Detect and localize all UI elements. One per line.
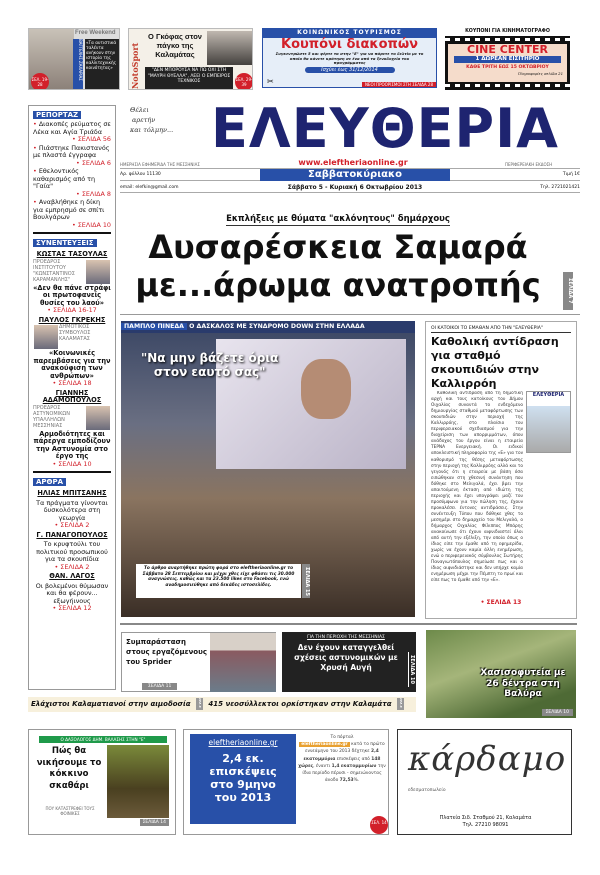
report-text: Αναβλήθηκε η δίκη για εμπρησμό σε σπίτι Βουλγάρων [33, 198, 105, 221]
quote-line: στον εαυτό σας" [153, 365, 266, 379]
ticker-item[interactable]: Ελάχιστοι Καλαματιανοί στην αιμοδοσία [31, 700, 191, 708]
reports-label: ΡΕΠΟΡΤΑΖ [33, 111, 81, 119]
date-row [120, 183, 580, 193]
thumbnail-logo: ΕΛΕΥΘΕΡΙΑ [532, 392, 565, 398]
interview-item[interactable] [33, 317, 111, 388]
report-item[interactable] [33, 121, 111, 144]
film-perforation-bottom [445, 84, 570, 87]
article-title: Τα πράγματα γίνονται δυσκολότερα στη γεωργία [36, 498, 108, 522]
interview-page: • ΣΕΛΙΔΑ 10 [52, 459, 92, 468]
article-author: Γ. ΠΑΝΑΓΟΠΟΥΛΟΣ [36, 530, 108, 539]
interview-page: • ΣΕΛΙΔΑ 18 [52, 379, 92, 387]
notosport-ad[interactable] [128, 28, 253, 90]
interview-name: ΚΩΣΤΑΣ ΤΑΣΟΥΛΑΣ [36, 250, 108, 258]
interviewee-photo [86, 260, 110, 284]
email[interactable]: email: elefkin@gmail.com [120, 185, 179, 190]
report-page: • ΣΕΛΙΔΑ 10 [71, 220, 111, 229]
teaser-kicker: ΓΙΑ ΤΗΝ ΠΕΡΙΟΧΗ ΤΗΣ ΜΕΣΣΗΝΙΑΣ [307, 635, 385, 640]
teaser-golden-dawn[interactable] [282, 632, 416, 692]
news-ticker [28, 697, 416, 712]
social-tourism-coupon[interactable] [262, 28, 437, 88]
interview-quote: «Κοινωνικές παρεμβάσεις για την ανακούφιση των ανθρώπων» [33, 349, 111, 380]
free-weekend-page: ΣΕΛ. 19-28 [31, 73, 49, 90]
free-weekend-quote: «Τα αυτιστικά ταλέντα ανήκουν στην ιστορία της καλλιτεχνικής κοινότητας» [85, 39, 120, 89]
interview-page: • ΣΕΛΙΔΑ 16-17 [47, 306, 97, 314]
report-page: • ΣΕΛΙΔΑ 56 [71, 135, 111, 143]
teaser-page: ΣΕΛΙΔΑ 10 [542, 709, 573, 716]
portal-big-line: επισκέψεις [209, 765, 277, 778]
teaser-title: Συμπαράσταση στους εργαζόμενους του Sprider [126, 638, 207, 666]
free-weekend-name: ΒΑΓΓΕΛΗΣ ΖΑΧΑΡΙΑΣ [73, 39, 83, 89]
kardamo-contact [398, 815, 573, 829]
interviews-label: ΣΥΝΕΝΤΕΥΞΕΙΣ [33, 239, 97, 247]
portal-site[interactable]: eleftheriaonline.gr [208, 738, 278, 747]
portal-banner [190, 734, 296, 824]
lead-headline-line: Δυσαρέσκεια Σαμαρά [148, 228, 528, 266]
photo-story-header [121, 321, 415, 333]
article-page: • ΣΕΛΙΔΑ 2 [54, 521, 90, 529]
report-page: • ΣΕΛΙΔΑ 8 [76, 189, 111, 198]
teaser-page: ΣΕΛΙΔΑ 10 [408, 652, 415, 687]
right-article-body: Καθολική αντίδραση από τη δημοτική αρχή και τους κατοίκους του Δήμου Οιχαλίας συναντά το ενδεχόμενο δημιουργίας σταθμού μεταφόρτωσης των σκουπιδιών στην περιοχή της Καλλιρρόης, στο πλαίσιο του περιφερειακού σχεδιασμού για την διαχείριση των απορριμμάτων, όπου ανάδοχος του έργου είναι η εταιρεία ΤΕΡΝΑ Ενεργειακή. Οι ειδικοί αποκλειστική πληροφορία της «Ε» για τον καθορισμό της θέσης μεταφόρτωσης στην περιοχή της Καλλιρρόης αλλά και το γεγονός ότι η εταιρεία με βάση όσα ειπώθηκαν στη χθεσινή συνάντηση που δόθηκε στο Μελιγαλά, έχει βρει την απαιτούμενη έκταση από ιδιώτη της περιοχής και έχει υπογράψει μαζί του προσύμφωνο για την πώληση της, έχουν προκαλέσει έντονες αντιδράσεις. Στην συνέντευξη Τύπου που δόθηκε χθες το μεσημέρι στο δημαρχείο του Μελιγαλά, ο δήμαρχος Οιχαλίας Φίλιππος Μπάρης ανακοίνωσε ότι έχουν αιφνιδιαστεί όλοι από αυτή την εξέλιξη, την οποία όπως ο ίδιος είπε την έμαθε από τη εφημερίδα, χωρίς να έχουν καμία άλλη ενημέρωση, ενώ ο περιφερειακός σύμβουλος Σωτήρης Παναγιωτόπουλος σημείωσε πως και ο ίδιος αιφνιδιάστηκε και δεν υπήρχε καμία ενημέρωση μέχρι την Πέμπτη το πρωί και είπε πως το έμαθε από την «Ε». [431, 391, 523, 584]
coach-photo [207, 31, 252, 65]
palm-photo [107, 745, 169, 818]
scissors-icon: ✂ [267, 77, 274, 86]
article-item[interactable] [33, 573, 111, 613]
palm-subtitle: ΠΟΥ ΚΑΤΑΣΤΡΕΦΕΙ ΤΟΥΣ ΦΟΙΝΙΚΕΣ [45, 806, 95, 816]
portal-text [298, 734, 386, 784]
portal-page: ΣΕΛ. 14 [370, 816, 388, 834]
edition-banner: Σαββατοκύριακο [260, 169, 450, 181]
portal-big-line: στο 9μηνο [210, 778, 276, 791]
portal-text-bold: 1,4 εκατομμυρίων [331, 763, 377, 769]
article-author: ΘΑΝ. ΛΑΓΟΣ [49, 572, 95, 580]
photo-story[interactable] [121, 321, 415, 617]
issue-number: Αρ. φύλλου 11130 [120, 172, 161, 177]
lead-headline-line: με...άρωμα ανατροπής [135, 266, 541, 304]
interview-quote: «Δεν θα πάνε στράφι οι πρωτοφανείς θυσίες του λαού» [33, 283, 111, 307]
website-url[interactable]: www.eleftheriaonline.gr [298, 158, 408, 167]
ticker-item[interactable]: 415 νεοσύλλεκτοι ορκίστηκαν στην Καλαμάτα [208, 700, 392, 708]
divider [120, 623, 577, 625]
left-note: ΗΜΕΡΗΣΙΑ ΕΦΗΜΕΡΙΔΑ ΤΗΣ ΜΕΣΣΗΝΙΑΣ [120, 162, 200, 167]
photo-story-subtitle: Ο ΔΑΣΚΑΛΟΣ ΜΕ ΣΥΝΔΡΟΜΟ DOWN ΣΤΗΝ ΕΛΛΑΔΑ [189, 323, 365, 330]
right-article-title: Καθολική αντίδραση για σταθμό σκουπιδιών στην Καλλιρρόη [431, 335, 559, 390]
issue-date: Σάββατο 5 - Κυριακή 6 Οκτωβρίου 2013 [287, 184, 423, 191]
kardamo-address: Πλατεία Σιδ. Σταθμού 21, Καλαμάτα [439, 815, 532, 821]
ticker-page: ΣΕΛ 8 [196, 698, 203, 710]
free-weekend-ad[interactable] [28, 28, 120, 90]
interview-item[interactable] [33, 251, 111, 315]
lead-page-tab: ΣΕΛΙΔΑ 7 [563, 272, 573, 310]
lead-story[interactable] [120, 206, 556, 304]
cinema-coupon[interactable] [445, 36, 570, 90]
report-item[interactable] [33, 199, 111, 229]
bullet-icon: • [33, 143, 39, 152]
quote-line: "Να μην βάζετε όρια [141, 351, 279, 365]
notosport-title: Ο Γκόφας στον πάγκο της Καλαμάτας [148, 32, 202, 59]
cinema-ticket: 1 ΔΩΡΕΑΝ ΕΙΣΙΤΗΡΙΟ [454, 56, 561, 63]
portal-box[interactable] [183, 729, 389, 835]
portal-big-line: 2,4 εκ. [222, 752, 264, 765]
notosport-brand: NotoSport [130, 42, 140, 89]
kardamo-type: εδεσματοπωλείο [408, 788, 446, 793]
interviewee-photo [86, 406, 110, 430]
kardamo-phone: Τηλ. 27210 98091 [462, 822, 509, 828]
photo-story-quote [141, 351, 278, 379]
divider [120, 314, 580, 315]
right-article-kicker: ΟΙ ΚΑΤΟΙΚΟΙ ΤΟ ΕΜΑΘΑΝ ΑΠΟ ΤΗΝ "ΕΛΕΥΘΕΡΙΑ" [431, 326, 571, 333]
interviewee-photo [34, 325, 58, 349]
teaser-page: ΣΕΛΙΔΑ 11 [142, 683, 177, 690]
workers-photo [210, 633, 276, 692]
interview-title: ΔΗΜΟΤΙΚΟΣ ΣΥΜΒΟΥΛΟΣ ΚΑΛΑΜΑΤΑΣ [59, 324, 91, 342]
tourism-valid: Ισχύει έως 31/12/2014 [305, 67, 395, 73]
cinema-title: CINE CENTER [467, 43, 548, 56]
portal-text-bold: 148 χώρες [298, 756, 381, 769]
report-page: • ΣΕΛΙΔΑ 6 [76, 158, 111, 167]
interview-title: ΠΡΟΕΔΡΟΣ ΑΣΤΥΝΟΜΙΚΩΝ ΥΠΑΛΛΗΛΩΝ ΜΕΣΣΗΝΙΑΣ [33, 404, 70, 429]
teaser-sprider[interactable] [121, 632, 276, 692]
report-text: Πιάστηκε Πακιστανός με πλαστά έγγραφα [33, 143, 110, 159]
cinema-when: ΚΑΘΕ ΤΡΙΤΗ ΕΩΣ 15 ΟΚΤΩΒΡΙΟΥ [466, 65, 549, 70]
report-text: Εθελοντικός καθαρισμός από τη "Γαία" [33, 167, 96, 190]
article-title: Το κρυφτούλι του πολιτικού προσωπικού για τα σκουπίδια [36, 540, 108, 563]
report-text: Διακοπές ρεύματος σε Λέκα και Αγία Τριάδα [33, 120, 111, 136]
notosport-page: ΣΕΛ. 29-39 [235, 73, 253, 90]
tourism-title: Κουπόνι διακοπών [281, 37, 418, 52]
tourism-header: ΚΟΙΝΩΝΙΚΟΣ ΤΟΥΡΙΣΜΟΣ [263, 29, 436, 38]
teaser-title: Δεν έχουν καταγγελθεί σχέσεις αστυνομικών με Χρυσή Αυγή [294, 643, 398, 672]
price: Τιμή 1€ [562, 172, 580, 177]
portal-site-badge: eleftheriaonline.gr [301, 742, 348, 748]
issue-row [120, 168, 580, 181]
interview-quote: Αρμοδιότητες και πάρεργα εμποδίζουν την Αστυνομία στο έργο της [33, 429, 111, 460]
palm-beetle-box[interactable] [28, 729, 176, 835]
portal-text-part: επισκέψεις από [336, 756, 370, 762]
cinema-info: Πληροφορίες σελίδα 21 [517, 71, 563, 76]
article-page: • ΣΕΛΙΔΑ 12 [52, 604, 92, 612]
article-title: Οι βολεμένοι θύμωσαν και θα φέρουν... εξωγήινους [35, 581, 109, 605]
free-weekend-brand: Free Weekend [75, 30, 116, 36]
palm-title: Πώς θα νικήσουμε το κόκκινο σκαθάρι [36, 746, 102, 791]
right-note: ΠΕΡΙΦΕΡΕΙΑΚΗ ΕΚΔΟΣΗ [505, 162, 553, 167]
portal-text-part: κατά το πρώτο εννεάμηνο του 2013 δέχτηκε [305, 742, 385, 755]
portal-text-bold: 2,4 εκατομμύρια [303, 749, 379, 762]
report-item[interactable] [33, 168, 111, 198]
interview-item[interactable] [33, 390, 111, 469]
newspaper-logo: ΕΛΕΥΘΕΡΙΑ [211, 97, 559, 160]
newspaper-thumbnail [526, 391, 571, 453]
photo-story-name: ΠΑΜΠΛΟ ΠΙΝΕΔΑ [121, 323, 187, 330]
portal-text-part: την ίδια περίοδο πέρυσι - σημειώνοντας άνοδο [302, 763, 386, 784]
notosport-quote: "ΔΕΝ ΜΠΟΡΟΥΣΑ ΝΑ ΠΩ ΟΧΙ ΣΤΗ "ΜΑΥΡΗ ΘΥΕΛΛΑ", ΛΕΕΙ Ο ΕΜΠΕΙΡΟΣ ΤΕΧΝΙΚΟΣ [145, 67, 233, 89]
photo-caption: Το άρθρο αναρτήθηκε πρώτη φορά στο eleftheriaonline.gr το Σάββατο 28 Σεπτεμβρίου και μέχρι χθες είχε φθάσει τις 30.000 αναγνώσεις, καθώς και τα 23.500 likes στο Facebook, ενώ αναδημοσιεύθηκε από δεκάδες ιστοσελίδες. [136, 564, 301, 598]
article-page: • ΣΕΛΙΔΑ 2 [54, 562, 90, 571]
bullet-icon: • [33, 120, 39, 128]
article-item[interactable] [33, 532, 111, 572]
right-article-page[interactable]: • ΣΕΛΙΔΑ 13 [480, 599, 522, 606]
tagline-line: και τόλμην... [130, 126, 174, 134]
article-item[interactable] [33, 490, 111, 530]
interview-title: ΠΡΟΕΔΡΟΣ ΙΝΣΤΙΤΟΥΤΟΥ "ΚΩΝΣΤΑΝΤΙΝΟΣ ΚΑΡΑΜΑΝΛΗΣ" [33, 258, 75, 283]
portal-text-part: Το πόρταλ [330, 735, 354, 740]
articles-label: ΑΡΘΡΑ [33, 478, 66, 486]
teaser-cannabis[interactable] [426, 630, 576, 718]
right-article[interactable] [425, 321, 577, 619]
sidebar [28, 105, 116, 690]
portal-big-line: του 2013 [214, 791, 272, 804]
palm-kicker: Ο ΔΑΣΟΛΟΓΟΣ ΔΗΜ. ΒΑΛΑΣΗΣ ΣΤΗΝ "Ε" [39, 736, 167, 743]
photo-story-page-tab: ΣΕΛΙΔΑ 15 [302, 564, 310, 598]
teaser-title: Χασισοφυτεία με 26 δέντρα στη Βαλύρα [480, 668, 566, 699]
palm-page: ΣΕΛΙΔΑ 14 [140, 819, 169, 826]
portal-text-part: , έναντι [313, 763, 331, 769]
lead-kicker: Εκπλήξεις με θύματα "ακλόνητους" δημάρχους [226, 214, 450, 224]
article-author: ΗΛΙΑΣ ΜΠΙΤΣΑΝΗΣ [37, 489, 107, 497]
portal-text-part: %. [353, 778, 360, 784]
ticker-page: ΣΕΛ 8 [397, 698, 404, 710]
tourism-footer: ΝΕΟΙ ΠΡΟΟΡΙΣΜΟΙ ΣΤΗ ΣΕΛΙΔΑ 28 [362, 82, 436, 87]
report-item[interactable] [33, 145, 111, 168]
portal-text-bold: 72,53 [339, 778, 354, 784]
tagline [130, 105, 173, 135]
film-perforation-top [445, 38, 570, 41]
cinema-coupon-header: ΚΟΥΠΟΝΙ ΓΙΑ ΚΙΝΗΜΑΤΟΓΡΑΦΟ [465, 29, 550, 34]
kardamo-ad[interactable] [397, 729, 572, 835]
tagline-line: Θέλει [130, 106, 149, 114]
tagline-line: αρετήν [132, 116, 156, 124]
kardamo-logo: κάρδαμο [408, 739, 567, 779]
interview-name: ΠΑΥΛΟΣ ΓΚΡΕΚΗΣ [38, 315, 106, 324]
bullet-icon: • [33, 198, 39, 206]
tourism-text: Συγκεντρώστε 5 και φέρτε τα στην "Ε" για να πάρετε το δελτίο με το οποίο θα κάνετε κράτηση σε ένα από τα ξενοδοχεία του προγράμματος [275, 51, 424, 66]
phone: Τηλ. 2721021421 [540, 185, 580, 190]
bullet-icon: • [33, 167, 39, 175]
interview-name: ΓΙΑΝΝΗΣ ΑΔΑΜΟΠΟΥΛΟΣ [42, 388, 102, 404]
